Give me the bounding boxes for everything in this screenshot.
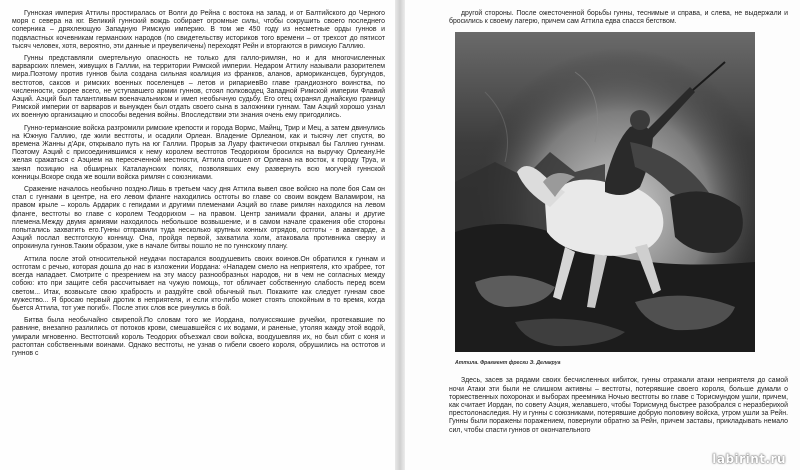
paragraph: Здесь, засев за рядами своих бесчисленных кибиток, гунны отражали атаки неприятеля до самой ночи Атаки эти были не слишком активны – вестготы, потерявшие своего короля, больше думали о торжественных похоронах и выборах преемника Ночью вестготы во главе с Торисмундом ушли, причем, как считает Иордан, по совету Аэция, желавшего, чтобы Торисмунд быстрее разобрался с неразберихой престолонаследия. Ну и гунны с союзниками, потерявшие добрую половину войска, утром ушли за Рейн. Гунны были поражены поражением, повернули обратно за Рейн, причем заставы, прикладывать немало сил, чтобы спасти гуннов от окончательного [449, 377, 788, 434]
figure-caption: Аттила. Фрагмент фрески Э. Делакруа [455, 360, 561, 367]
paragraph: Гунны представляли смертельную опасность не только для галло-римлян, но и для многочисленных варварских племен, живущих в Галлии, на территории Римской империи. Недаром Аттилу называли разорителем мира.Поэтому против гуннов была создана сильная коалиция из франков, аланов, арморикансцев, бургундов, вестготов, саксов и римских военных поселенцев – летов и рипариевВо главе грандиозного воинства, по численности, скорее всего, не уступавшего армии гуннов, стоял полководец Западной Римской империи Флавий Аэций. Аэций был талантливым военачальником и имел необычную судьбу. Его отец охранял дунайскую границу Римской империи от варваров и вынужден был отдать своего сына в заложники гуннам. Там Аэций хорошо узнал их военную организацию и способы ведения войны. Впоследствии эти знания очень ему пригодились. [12, 55, 385, 120]
right-page-top-text [449, 10, 788, 26]
paragraph: Гунно-германские войска разгромили римские крепости и города Вормс, Майнц, Трир и Мец, а затем двинулись на Южную Галлию, где жили вестготы, и осадили Орлеан. Владение Орлеаном, как и тысячу лет спустя, во времена Жанны д'Арк, открывало путь на юг Галлии. Прорыв за Луару фактически открывал бы Галлию гуннам. Поэтому Аэций с присоединившимся к нему королем вестготов Теодорихом бросился на выручку Орлеану.Не желая сражаться с Аэцием на пересеченной местности, Аттила отошел от Орлеана на восток, к городу Труа, и занял позицию на обширных Каталаунских полях, позволявших ему развернуть всю могучей гуннской конницы.Вскоре сюда же вошли войска римлян с союзниками. [12, 124, 385, 181]
right-page [405, 0, 800, 470]
paragraph: Сражение началось необычно поздно.Лишь в третьем часу дня Аттила вывел свое войско на поле боя Сам он стал с гуннами в центре, на его левом фланге находились остготы во главе со своим вождем Валамиром, на правом крыле – король Ардарик с гепидами и другими племенами Аэций во главе римлян находился на левом фланге, вестготы во главе с королем Теодорихом – на правом. Центр занимали франки, аланы и другие племена.Между двумя армиями находилось небольшое возвышение, и в самом начале сражения обе стороны попытались захватить его.Гунны отправили туда несколько крупных конных отрядов, остготы - в авангарде, а Аэций послал вестготскую конницу. Она, пройдя первой, захватила холм, атаковала противника сверху и опрокинула гуннов.Таким образом, уже в начале битвы пошло не по гуннскому плану. [12, 186, 385, 251]
paragraph: Аттила после этой относительной неудачи постарался воодушевить своих воинов.Он обратился к гуннам и остготам с речью, которая дошла до нас в изложении Иордана: «Нападем смело на неприятеля, кто храбрее, тот всегда нападает. Смотрите с презрением на эту массу разнообразных народов, ни в чем не согласных между собою: кто при защите себя рассчитывает на чужую помощь, тот обличает собственную слабость перед всем светом... Итак, возвысьте свою храбрость и раздуйте свой обычный пыл. Покажите как следует гуннам свое мужество... Я бросаю первый дротик в неприятеля, и если кто-либо может стоять спокойным в то время, когда бьется Аттила, тот уже погиб». После этих слов все ринулись в бой. [12, 255, 385, 312]
site-watermark: labirint.ru [712, 452, 786, 466]
left-page-text [12, 10, 385, 358]
fresco-illustration [455, 32, 755, 352]
fresco-image [455, 32, 755, 352]
book-gutter [395, 0, 405, 470]
right-page-bottom-text [449, 377, 788, 434]
paragraph: Гуннская империя Аттилы простиралась от Волги до Рейна с востока на запад, и от Балтийского до Черного моря с севера на юг. Великий гуннский вождь собирает огромные силы, чтобы сокрушить своего последнего соперника – дряхлеющую Западную Римскую империю. В том же 450 году из несметные орды гуннов и подвластных кочевникам германских народов (по свидетельству историков того времени – от трехсот до пятисот тысяч человек, хотя, вероятно, эти данные и преувеличены) переходят Рейн и вторгаются в римскую Галлию. [12, 10, 385, 50]
paragraph: другой стороны. После ожесточенной борьбы гунны, теснимые и справа, и слева, не выдержали и бросились к своему лагерю, причем сам Аттила едва спасся бегством. [449, 10, 788, 26]
left-page [0, 0, 395, 470]
paragraph: Битва была необычайно свирепой.По словам того же Иордана, полуиссякшие ручейки, протекавшие по равнине, внезапно разлились от потоков крови, смешавшейся с их водами, и раненые, утоляя жажду этой водой, умирали мгновенно. Вестготский король Теодорих объезжал свои войска, воодушевляя их, но был сбит с коня и растоптан собственными воинами. Однако вестготы, не узнав о гибели своего короля, обрушились на остготов и гуннов с [12, 317, 385, 357]
